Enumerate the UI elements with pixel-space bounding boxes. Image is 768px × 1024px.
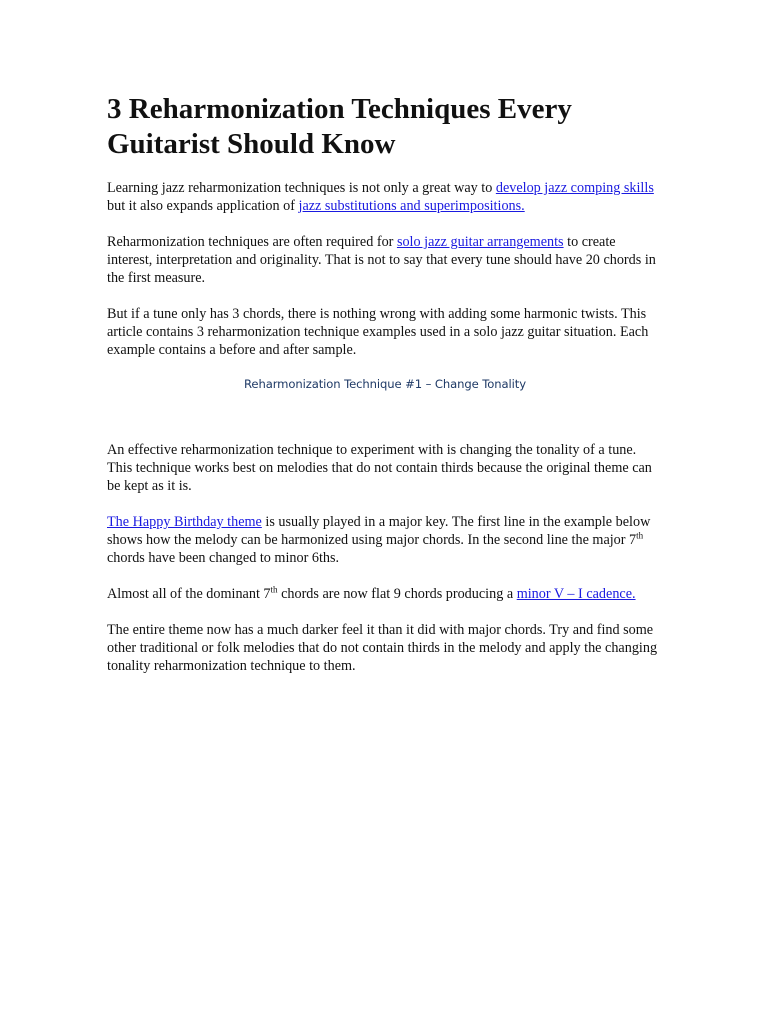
paragraph-text: is usually played in a major key. The first line in the example below shows how the melody can be harmonized using major chords. In the second line the major 7 [107,514,651,548]
paragraph-text: chords have been changed to minor 6ths. [107,550,340,566]
link-happy-birthday-theme[interactable]: The Happy Birthday theme [107,514,262,530]
paragraph-text: Reharmonization techniques are often required for [107,234,397,250]
paragraph-three-chords: But if a tune only has 3 chords, there is nothing wrong with adding some harmonic twists. This article contains 3 reharmonization technique examples used in a solo jazz guitar situation. Each example contains a before and after sample. [107,306,649,358]
section-heading-technique-1: Reharmonization Technique #1 – Change Tonality [243,377,527,391]
link-minor-v-i-cadence[interactable]: minor V – I cadence. [516,586,636,602]
article [107,92,663,675]
paragraph-text: to create interest, interpretation and originality. That is not to say that every tune should have 20 chords in the first measure. [107,234,656,286]
link-develop-jazz-comping-skills[interactable]: develop jazz comping skills [495,180,654,196]
paragraph-dominant-chords [107,585,663,603]
paragraph-intro [107,179,663,215]
paragraph-text: but it also expands application of [107,198,299,214]
paragraph-tonality: An effective reharmonization technique to experiment with is changing the tonality of a tune. This technique works best on melodies that do not contain thirds because the original theme can be kept as it is. [107,442,652,494]
paragraph-happy-birthday [107,513,663,567]
link-jazz-substitutions[interactable]: jazz substitutions and superimpositions. [298,198,525,214]
link-solo-jazz-guitar-arrangements[interactable]: solo jazz guitar arrangements [396,234,564,250]
paragraph-requirements [107,233,663,287]
page-title: 3 Reharmonization Techniques Every Guitarist Should Know [107,93,572,160]
paragraph-text: chords are now flat 9 chords producing a [277,586,517,602]
paragraph-darker-feel: The entire theme now has a much darker feel it than it did with major chords. Try and find some other traditional or folk melodies that do not contain thirds in the melody and apply the changing tonality reharmonization technique to them. [107,622,658,674]
paragraph-text: Almost all of the dominant 7 [107,586,271,602]
superscript: th [270,584,278,595]
superscript: th [636,530,644,541]
paragraph-text: Learning jazz reharmonization techniques is not only a great way to [107,180,496,196]
